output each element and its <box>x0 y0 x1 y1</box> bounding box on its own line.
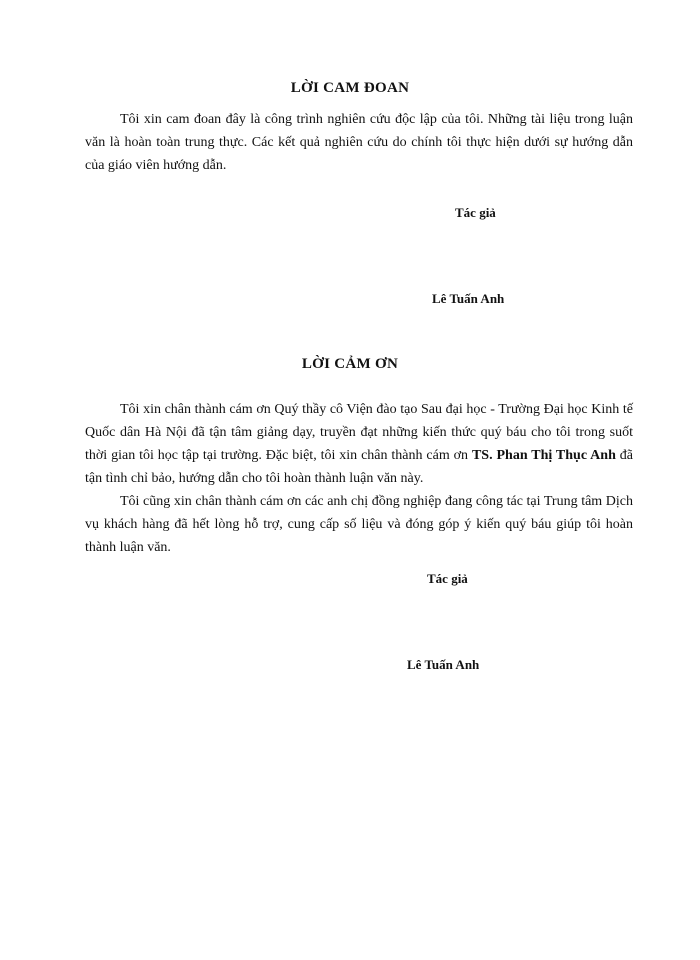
supervisor-name: TS. Phan Thị Thục Anh <box>471 448 616 463</box>
acknowledgement-author-label: Tác giả <box>427 571 468 586</box>
acknowledgement-text-part-1: Tôi xin chân thành cám ơn Quý thầy cô Viện đào tạo Sau đại học - Trường Đại học Kinh tế Quốc dân Hà Nội đã tận tâm giảng dạy, truyền đạt những kiến thức quý báu cho tôi trong suốt thời gian tôi học tập tại trường. Đặc biệt, tôi xin chân thành cám ơn <box>85 402 633 463</box>
commitment-author-label: Tác giả <box>455 205 496 220</box>
acknowledgement-paragraph-1 <box>85 398 633 490</box>
commitment-author-name: Lê Tuấn Anh <box>432 291 505 306</box>
acknowledgement-text-part-2: đã tận tình chỉ bảo, hướng dẫn cho tôi hoàn thành luận văn này. <box>85 448 633 486</box>
acknowledgement-paragraph-2: Tôi cũng xin chân thành cám ơn các anh chị đồng nghiệp đang công tác tại Trung tâm Dịch vụ khách hàng đã hết lòng hỗ trợ, cung cấp số liệu và đóng góp ý kiến quý báu giúp tôi hoàn thành luận văn. <box>85 494 633 555</box>
acknowledgement-author-name: Lê Tuấn Anh <box>407 657 480 672</box>
acknowledgement-title: LỜI CẢM ƠN <box>301 356 399 372</box>
commitment-paragraph: Tôi xin cam đoan đây là công trình nghiên cứu độc lập của tôi. Những tài liệu trong luận văn là hoàn toàn trung thực. Các kết quả nghiên cứu do chính tôi thực hiện dưới sự hướng dẫn của giáo viên hướng dẫn. <box>85 112 633 173</box>
commitment-title: LỜI CAM ĐOAN <box>290 80 410 96</box>
